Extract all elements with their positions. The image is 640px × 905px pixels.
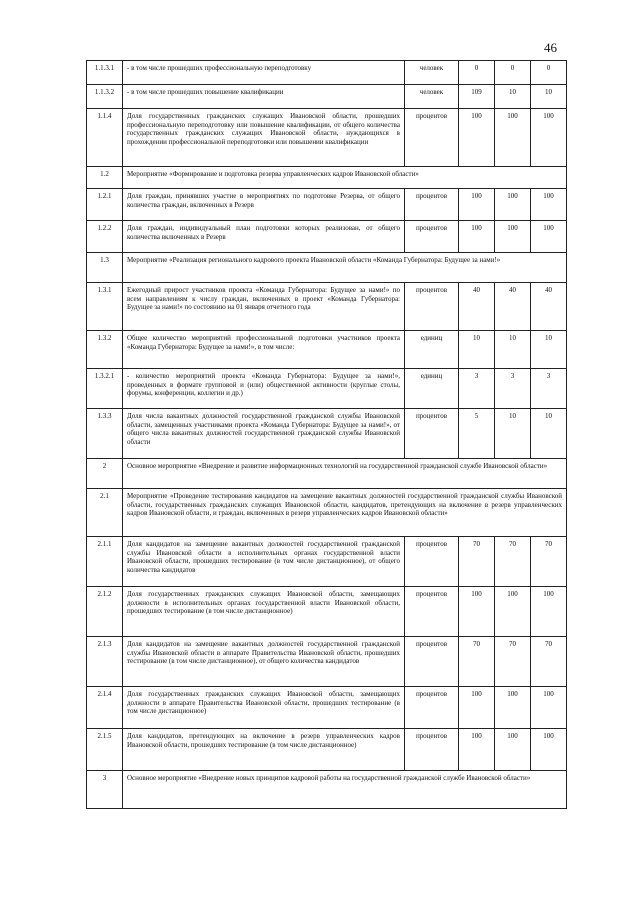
table-row (87, 369, 567, 409)
row-value-3: 10 (531, 409, 567, 459)
table-row (87, 61, 567, 85)
row-value-2: 10 (495, 85, 531, 109)
row-value-1: 10 (459, 331, 495, 369)
row-unit: единиц (405, 331, 459, 369)
row-unit: процентов (405, 587, 459, 637)
row-code: 1.2.2 (87, 221, 123, 253)
row-value-1: 70 (459, 637, 495, 687)
row-unit: процентов (405, 687, 459, 729)
row-value-2: 70 (495, 537, 531, 587)
row-value-3: 70 (531, 637, 567, 687)
row-value-1: 70 (459, 537, 495, 587)
row-value-1: 3 (459, 369, 495, 409)
row-unit: единиц (405, 369, 459, 409)
row-value-2: 10 (495, 409, 531, 459)
table-row (87, 85, 567, 109)
row-unit: процентов (405, 409, 459, 459)
row-description: Общее количество мероприятий профессиональной подготовки участников проекта «Команда Губернатора: Будущее за нами!», в том числе: (123, 331, 405, 369)
row-value-2: 70 (495, 637, 531, 687)
row-description: Ежегодный прирост участников проекта «Команда Губернатора: Будущее за нами!» по всем направлениям к числу граждан, включенных в проект «Команда Губернатора: Будущее за нами!» по состоянию на 01 января отчетного года (123, 283, 405, 331)
row-description: - количество мероприятий проекта «Команда Губернатора: Будущее за нами!», проведенных в формате групповой и (или) общественной активности (круглые столы, форумы, конференции, коллегии и др.) (123, 369, 405, 409)
row-code: 1.1.3.1 (87, 61, 123, 85)
row-code: 1.1.4 (87, 109, 123, 167)
row-description: Доля кандидатов на замещение вакантных должностей государственной гражданской службы Ивановской области в аппарате Правительства Ивановской области, прошедших тестирование (в том числе дистанционное), от общего количества кандидатов (123, 637, 405, 687)
row-value-2: 10 (495, 331, 531, 369)
row-description: Мероприятие «Формирование и подготовка резерва управленческих кадров Ивановской области» (123, 167, 567, 189)
table-row (87, 771, 567, 809)
row-value-3: 100 (531, 687, 567, 729)
table-row (87, 253, 567, 283)
row-code: 2.1.2 (87, 587, 123, 637)
row-value-1: 100 (459, 189, 495, 221)
row-value-3: 100 (531, 729, 567, 771)
row-unit: процентов (405, 221, 459, 253)
row-description: Доля граждан, индивидуальный план подготовки которых реализован, от общего количества включенных в Резерв (123, 221, 405, 253)
row-description: Доля государственных гражданских служащих Ивановской области, замещающих должности в аппарате Правительства Ивановской области, прошедших тестирование (в том числе дистанционное) (123, 687, 405, 729)
row-description: Доля граждан, принявших участие в мероприятиях по подготовке Резерва, от общего количества граждан, включенных в Резерв (123, 189, 405, 221)
table-row (87, 283, 567, 331)
row-code: 1.3 (87, 253, 123, 283)
row-value-2: 100 (495, 109, 531, 167)
row-description: Доля государственных гражданских служащих Ивановской области, замещающих должности в исполнительных органах государственной власти Ивановской области, прошедших тестирование (в том числе дистанционное) (123, 587, 405, 637)
row-value-2: 100 (495, 221, 531, 253)
row-description: Мероприятие «Реализация регионального кадрового проекта Ивановской области «Команда Губернатора: Будущее за нами!» (123, 253, 567, 283)
table-row (87, 537, 567, 587)
row-value-1: 40 (459, 283, 495, 331)
indicators-table (86, 60, 567, 809)
page-number: 46 (544, 40, 557, 55)
table-row (87, 459, 567, 489)
row-description: Доля государственных гражданских служащих Ивановской области, прошедших профессиональную переподготовку или повышение квалификации, от общего количества государственных гражданских служащих Ивановской области, нуждающихся в прохождении профессиональной переподготовки или повышении квалификации (123, 109, 405, 167)
row-code: 2.1.1 (87, 537, 123, 587)
row-value-3: 100 (531, 189, 567, 221)
row-code: 2.1.5 (87, 729, 123, 771)
row-code: 2.1 (87, 489, 123, 537)
row-description: Доля числа вакантных должностей государственной гражданской службы Ивановской области, замещенных участниками проекта «Команда Губернатора: Будущее за нами!», от общего числа вакантных должностей государственной гражданской службы Ивановской области (123, 409, 405, 459)
row-value-1: 100 (459, 109, 495, 167)
row-description: Основное мероприятие «Внедрение и развитие информационных технологий на государственной гражданской службе Ивановской области» (123, 459, 567, 489)
row-value-2: 100 (495, 729, 531, 771)
table-row (87, 167, 567, 189)
row-code: 1.3.1 (87, 283, 123, 331)
row-unit: человек (405, 85, 459, 109)
row-code: 1.2 (87, 167, 123, 189)
row-code: 2 (87, 459, 123, 489)
row-code: 2.1.4 (87, 687, 123, 729)
row-value-1: 100 (459, 587, 495, 637)
table-row (87, 637, 567, 687)
row-description: Основное мероприятие «Внедрение новых принципов кадровой работы на государственной гражданской службе Ивановской области» (123, 771, 567, 809)
row-code: 1.2.1 (87, 189, 123, 221)
table-row (87, 687, 567, 729)
row-value-1: 100 (459, 221, 495, 253)
row-value-2: 100 (495, 687, 531, 729)
row-value-1: 5 (459, 409, 495, 459)
row-value-3: 40 (531, 283, 567, 331)
row-unit: процентов (405, 283, 459, 331)
row-code: 2.1.3 (87, 637, 123, 687)
table-row (87, 109, 567, 167)
row-value-2: 3 (495, 369, 531, 409)
row-value-1: 109 (459, 85, 495, 109)
row-unit: процентов (405, 189, 459, 221)
row-unit: процентов (405, 109, 459, 167)
table-row (87, 331, 567, 369)
row-value-2: 100 (495, 189, 531, 221)
table-row (87, 189, 567, 221)
row-description: Доля кандидатов на замещение вакантных должностей государственной гражданской службы Ивановской области в исполнительных органах государственной власти Ивановской области, прошедших тестирование (в том числе дистанционное), от общего количества кандидатов (123, 537, 405, 587)
row-code: 1.3.3 (87, 409, 123, 459)
row-code: 3 (87, 771, 123, 809)
row-description: Мероприятие «Проведение тестирования кандидатов на замещение вакантных должностей государственной гражданской службы Ивановской области, государственных гражданских служащих Ивановской области, кандидатов, претендующих на включение в резерв управленческих кадров Ивановской области, и граждан, включенных в резерв управленческих кадров Ивановской области» (123, 489, 567, 537)
row-value-1: 100 (459, 729, 495, 771)
row-unit: процентов (405, 537, 459, 587)
row-unit: человек (405, 61, 459, 85)
row-unit: процентов (405, 729, 459, 771)
row-code: 1.1.3.2 (87, 85, 123, 109)
row-value-3: 70 (531, 537, 567, 587)
row-description: Доля кандидатов, претендующих на включение в резерв управленческих кадров Ивановской области, прошедших тестирование (в том числе дистанционное) (123, 729, 405, 771)
table-row (87, 221, 567, 253)
row-value-3: 0 (531, 61, 567, 85)
row-value-3: 100 (531, 587, 567, 637)
row-value-2: 40 (495, 283, 531, 331)
row-value-2: 0 (495, 61, 531, 85)
row-value-3: 10 (531, 331, 567, 369)
row-value-1: 100 (459, 687, 495, 729)
row-code: 1.3.2 (87, 331, 123, 369)
row-description: - в том числе прошедших профессиональную переподготовку (123, 61, 405, 85)
row-unit: процентов (405, 637, 459, 687)
row-value-3: 100 (531, 221, 567, 253)
row-description: - в том числе прошедших повышение квалификации (123, 85, 405, 109)
row-value-1: 0 (459, 61, 495, 85)
row-value-2: 100 (495, 587, 531, 637)
table-row (87, 729, 567, 771)
table-row (87, 409, 567, 459)
row-value-3: 100 (531, 109, 567, 167)
table-row (87, 587, 567, 637)
row-code: 1.3.2.1 (87, 369, 123, 409)
table-row (87, 489, 567, 537)
row-value-3: 3 (531, 369, 567, 409)
row-value-3: 10 (531, 85, 567, 109)
